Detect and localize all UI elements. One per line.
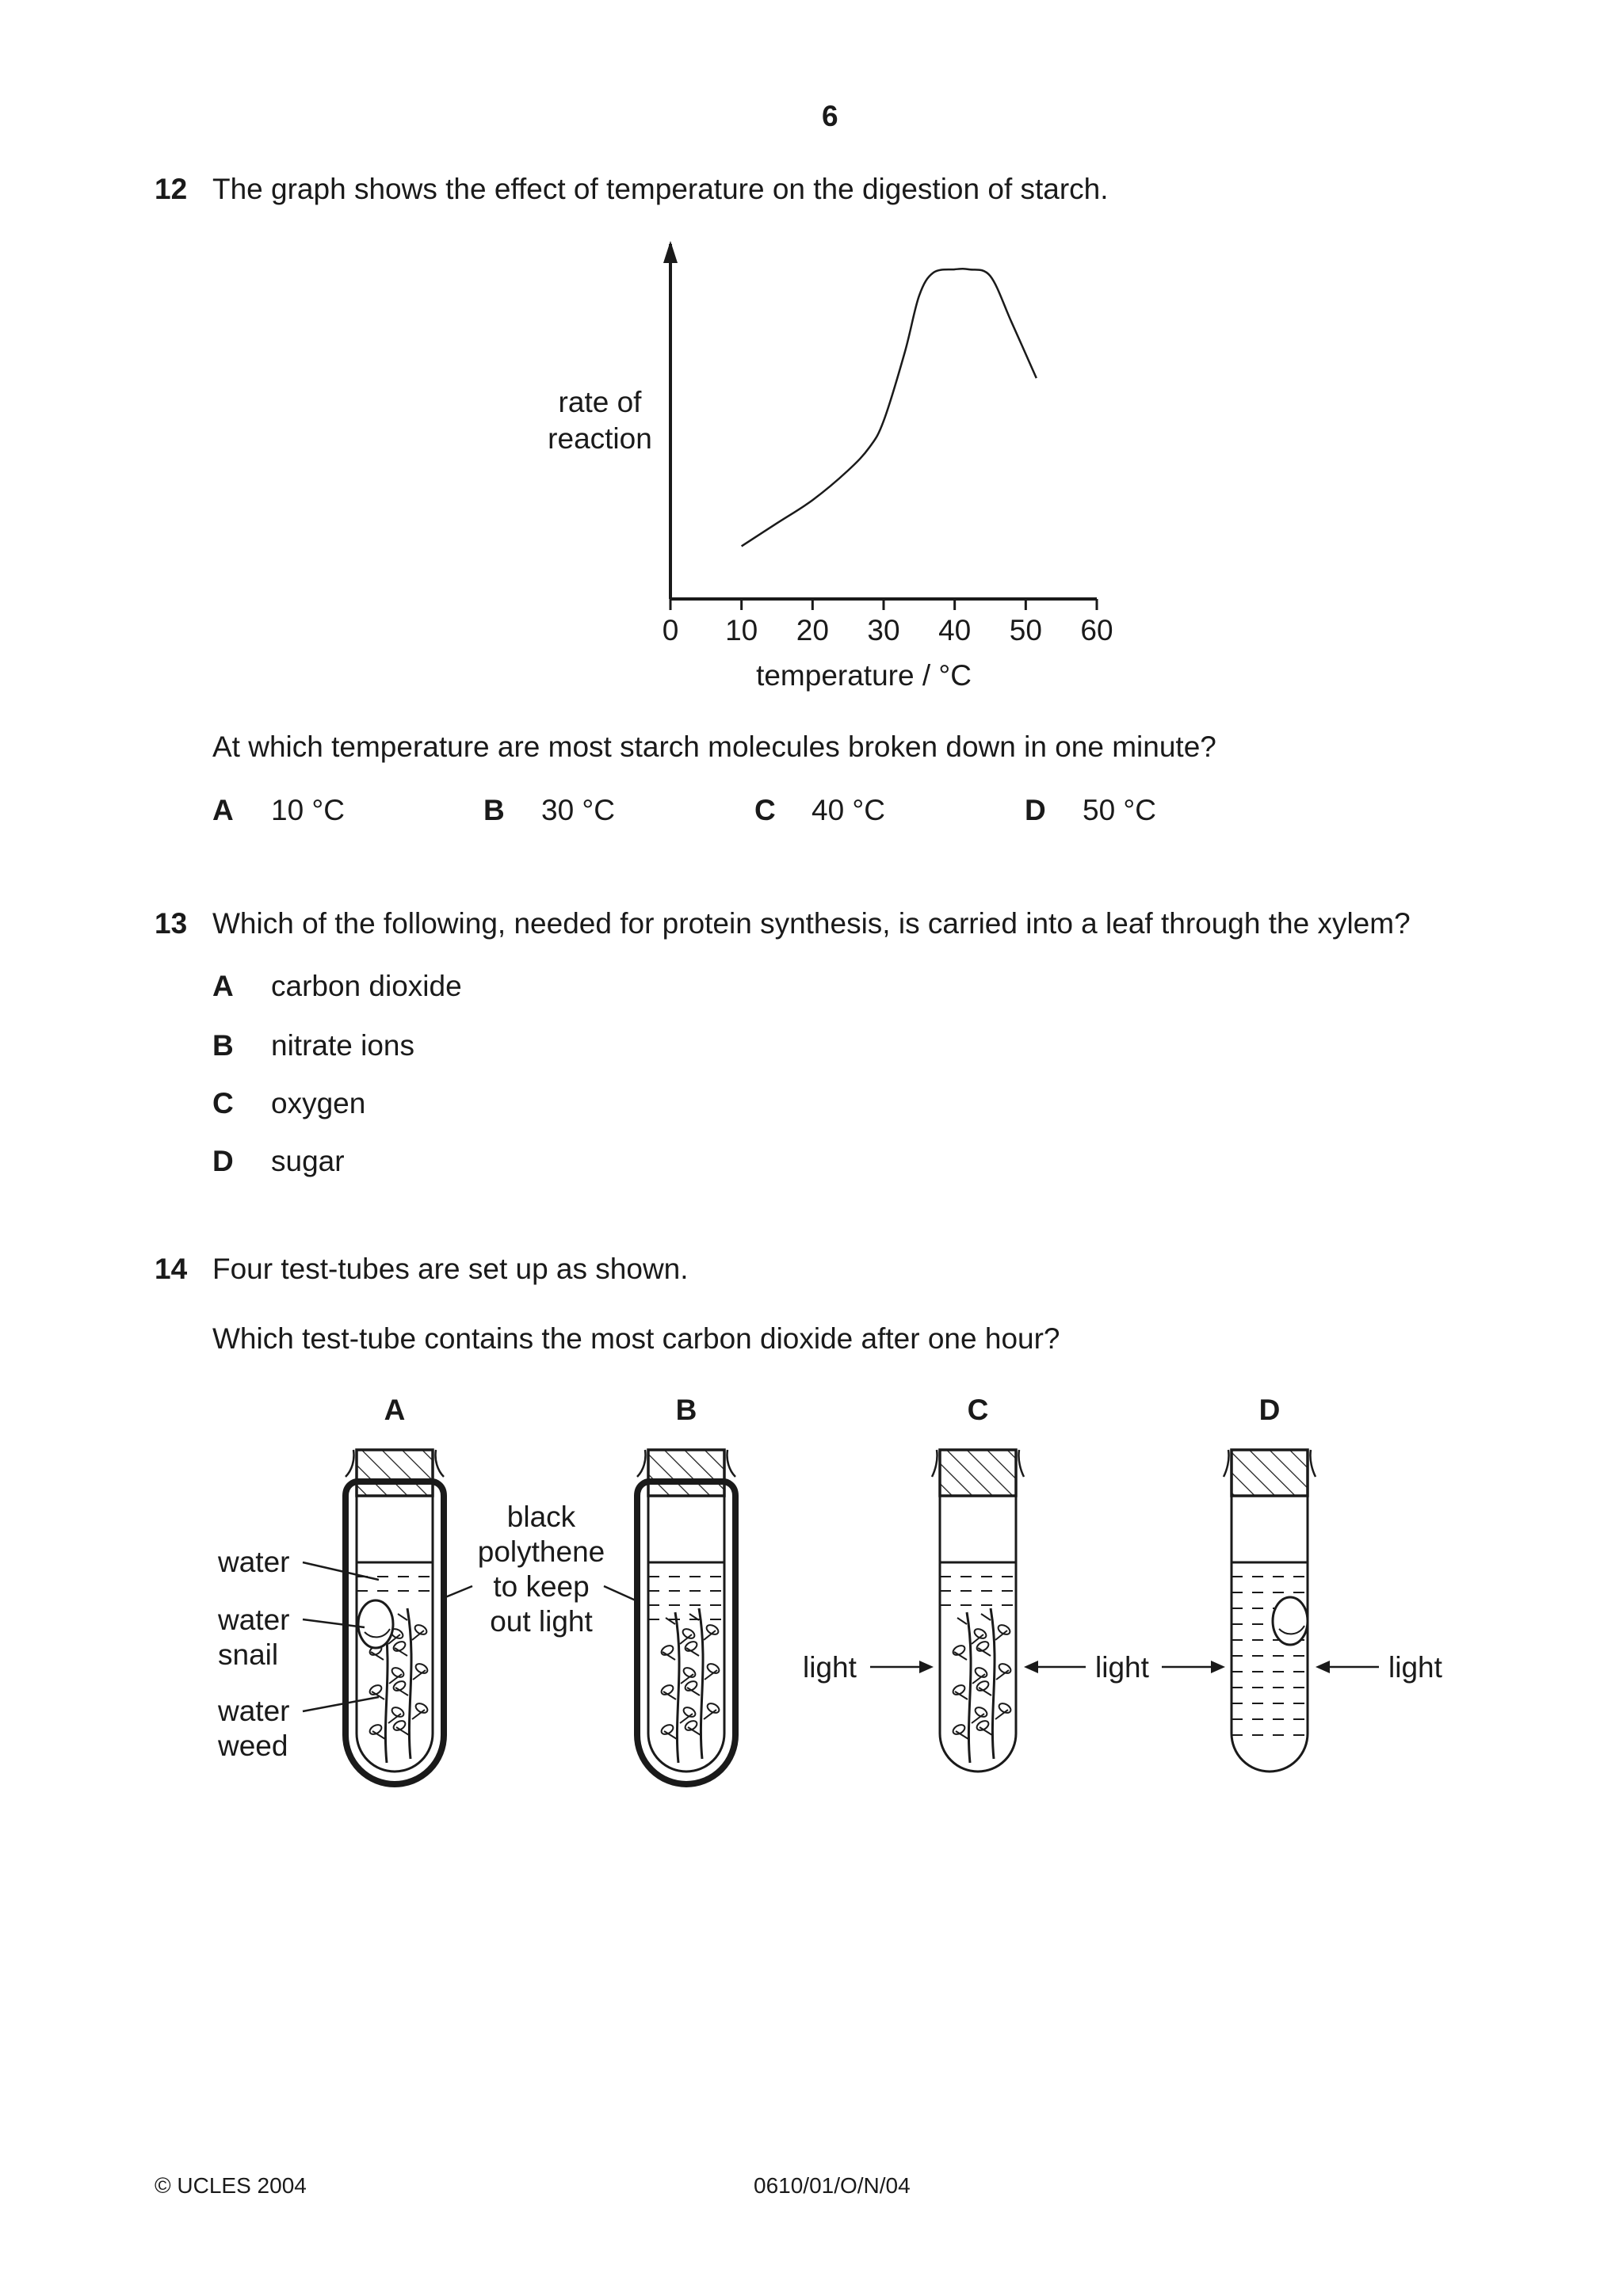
x-tick-label: 50: [1009, 614, 1042, 646]
tube-a-label: A: [384, 1394, 406, 1426]
q13-option-b-letter[interactable]: B: [212, 1029, 234, 1062]
q12-number: 12: [155, 173, 188, 205]
q13-option-a-letter[interactable]: A: [212, 970, 234, 1002]
test-tube-b: [637, 1450, 735, 1784]
tube-b-label: B: [675, 1394, 697, 1426]
test-tube-d: [1224, 1450, 1316, 1772]
label-water: water: [218, 1546, 290, 1578]
light-label-2: light: [1095, 1651, 1149, 1684]
x-tick-label: 40: [938, 614, 972, 646]
light-label-1: light: [803, 1651, 857, 1684]
label-polythene-line1: black: [506, 1501, 576, 1533]
tube-b-polythene: [637, 1482, 735, 1784]
label-snail-line2: snail: [218, 1638, 279, 1671]
tube-b-cork: [648, 1450, 724, 1496]
label-weed-line1: water: [218, 1695, 290, 1727]
q13-option-d-letter[interactable]: D: [212, 1145, 234, 1177]
tube-d-cork: [1232, 1450, 1308, 1496]
q12-option-a-letter[interactable]: A: [212, 794, 234, 826]
label-polythene-line2: polythene: [477, 1535, 605, 1568]
q12-stem: The graph shows the effect of temperature on the digestion of starch.: [212, 173, 1109, 205]
q12-option-a-text[interactable]: 10 °C: [271, 794, 345, 826]
label-snail-line1: water: [218, 1604, 290, 1636]
q12-option-b-text[interactable]: 30 °C: [541, 794, 615, 826]
q12-graph: [0, 0, 1623, 713]
q12-option-c-text[interactable]: 40 °C: [812, 794, 885, 826]
x-tick-label: 0: [662, 614, 679, 646]
tube-c-cork: [940, 1450, 1016, 1496]
data-line: [742, 269, 1037, 546]
x-tick-label: 30: [867, 614, 900, 646]
q13-option-c-letter[interactable]: C: [212, 1087, 234, 1119]
q13-option-c-text[interactable]: oxygen: [271, 1087, 366, 1119]
x-tick-label: 20: [796, 614, 829, 646]
q13-option-b-text[interactable]: nitrate ions: [271, 1029, 414, 1062]
label-polythene-line4: out light: [490, 1605, 593, 1638]
y-axis-label-line1: rate of: [558, 386, 642, 418]
q13-option-d-text[interactable]: sugar: [271, 1145, 345, 1177]
footer-code: 0610/01/O/N/04: [754, 2173, 911, 2198]
q12-option-c-letter[interactable]: C: [754, 794, 776, 826]
page-number: 6: [822, 100, 838, 132]
label-polythene-line3: to keep: [493, 1570, 590, 1603]
tube-a-snail: [358, 1600, 393, 1648]
tube-d-label: D: [1258, 1394, 1281, 1426]
x-axis-label: temperature / °C: [756, 659, 972, 692]
q14-number: 14: [155, 1253, 188, 1285]
q13-option-a-text[interactable]: carbon dioxide: [271, 970, 462, 1002]
q14-question: Which test-tube contains the most carbon dioxide after one hour?: [212, 1322, 1060, 1355]
q13-stem: Which of the following, needed for protein synthesis, is carried into a leaf through the xylem?: [212, 907, 1411, 940]
q13-number: 13: [155, 907, 188, 940]
light-label-3: light: [1388, 1651, 1442, 1684]
x-tick-label: 10: [725, 614, 758, 646]
q14-diagram: [0, 1379, 1623, 1806]
test-tube-c: [932, 1450, 1024, 1772]
q12-question: At which temperature are most starch molecules broken down in one minute?: [212, 730, 1216, 763]
test-tube-a: [346, 1450, 444, 1784]
label-weed-line2: weed: [218, 1730, 288, 1762]
q12-option-b-letter[interactable]: B: [483, 794, 505, 826]
tube-a-cork: [357, 1450, 433, 1496]
q12-option-d-letter[interactable]: D: [1025, 794, 1046, 826]
y-axis-label-line2: reaction: [548, 422, 652, 455]
x-tick-label: 60: [1080, 614, 1113, 646]
tube-d-snail: [1273, 1597, 1308, 1645]
q14-stem: Four test-tubes are set up as shown.: [212, 1253, 689, 1285]
q12-option-d-text[interactable]: 50 °C: [1083, 794, 1156, 826]
y-axis-arrowhead: [663, 241, 678, 263]
footer-copyright: © UCLES 2004: [155, 2173, 307, 2198]
tube-c-label: C: [967, 1394, 989, 1426]
